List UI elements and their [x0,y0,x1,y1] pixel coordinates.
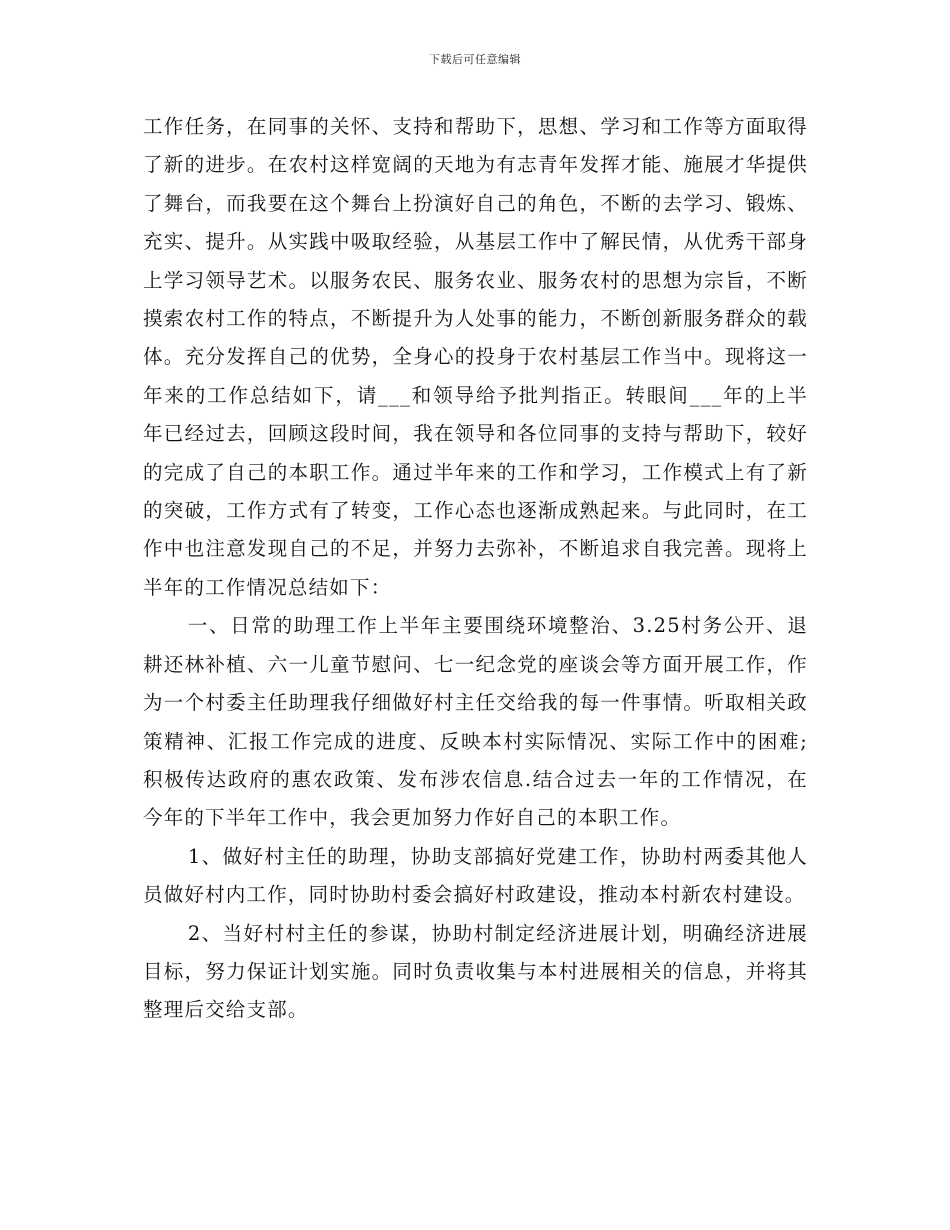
page-header: 下载后可任意编辑 [429,53,521,66]
document-body [143,108,808,1030]
paragraph-work-summary-intro: 工作任务，在同事的关怀、支持和帮助下，思想、学习和工作等方面取得了新的进步。在农村这样宽阔的天地为有志青年发挥才能、施展才华提供了舞台，而我要在这个舞台上扮演好自己的角色，不断的去学习、锻炼、充实、提升。从实践中吸取经验，从基层工作中了解民情，从优秀干部身上学习领导艺术。以服务农民、服务农业、服务农村的思想为宗旨，不断摸索农村工作的特点，不断提升为人处事的能力，不断创新服务群众的载体。充分发挥自己的优势，全身心的投身于农村基层工作当中。现将这一年来的工作总结如下，请___和领导给予批判指正。转眼间___年的上半年已经过去，回顾这段时间，我在领导和各位同事的支持与帮助下，较好的完成了自己的本职工作。通过半年来的工作和学习，工作模式上有了新的突破，工作方式有了转变，工作心态也逐渐成熟起来。与此同时，在工作中也注意发现自己的不足，并努力去弥补，不断追求自我完善。现将上半年的工作情况总结如下： [143,115,808,599]
paragraph-item-1: 1、做好村主任的助理，协助支部搞好党建工作，协助村两委其他人员做好村内工作，同时协助村委会搞好村政建设，推动本村新农村建设。 [143,844,808,907]
paragraph-item-2: 2、当好村村主任的参谋，协助村制定经济进展计划，明确经济进展目标，努力保证计划实施。同时负责收集与本村进展相关的信息，并将其整理后交给支部。 [143,921,808,1022]
paragraph-daily-assistant-work: 一、日常的助理工作上半年主要围绕环境整治、3.25村务公开、退耕还林补植、六一儿童节慰问、七一纪念党的座谈会等方面开展工作，作为一个村委主任助理我仔细做好村主任交给我的每一件事情。听取相关政策精神、汇报工作完成的进度、反映本村实际情况、实际工作中的困难;积极传达政府的惠农政策、发布涉农信息.结合过去一年的工作情况，在今年的下半年工作中，我会更加努力作好自己的本职工作。 [143,614,808,830]
